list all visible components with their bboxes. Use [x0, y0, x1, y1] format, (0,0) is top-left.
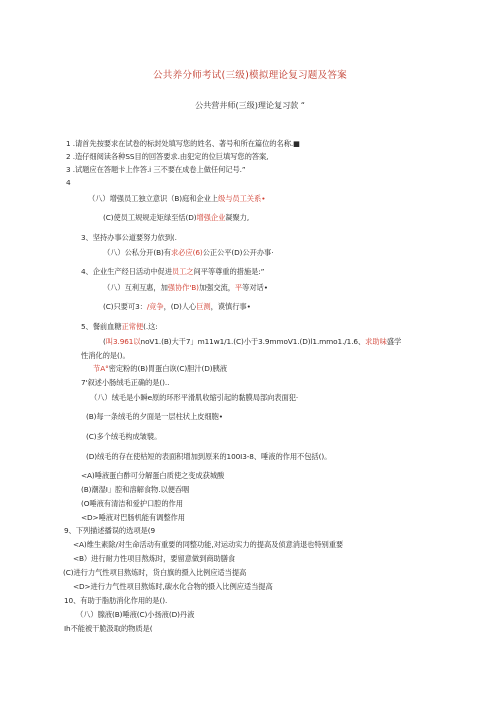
question-option-line: (C)多个绒毛构成皱襞。 — [86, 432, 162, 441]
document-subtitle: 公共营井师(三级)理论复习款 “ — [195, 100, 305, 110]
question-stem: 性消化的是()。 — [81, 351, 130, 360]
question-option-line: (O唾液有清洁和爱护口腔的作用 — [81, 499, 183, 508]
question-stem: 3、坚持办事公道要努力依到(. — [81, 233, 177, 242]
question-option-line: (C)使员工规规走矩绿至恬(D)增强企业凝聚力, — [103, 213, 250, 222]
question-option-line: （八）互利互惠，加强协作'B)加强交流，平等对话• — [103, 283, 268, 292]
question-stem: Ih不能被干脆汲取的物质是( — [64, 624, 153, 633]
question-option-line: <A)维生素除/对生命活动有重要的同整功能,对运动实力的提高及侦意消退也特别重要 — [73, 540, 344, 549]
instruction-line: 2 .造仔细阅读各种SS目的回答要求.由犯定的位巨填写您的答案, — [66, 152, 269, 161]
question-option-line: （八）绒毛是小瞬e原的环形平滑肌收缩引起的黏膜局部向表面犯· — [90, 393, 299, 402]
question-stem: 9、下列描述播误的选项是(9 — [64, 526, 155, 535]
instruction-line: 3 .试题应在答题卡上作答.i 三不要在成卷上做任何记号.” — [66, 165, 246, 174]
question-option-line: 节A°密定粉的(B)胃蛋白诙(C)胆汁(D)胰液 — [93, 364, 227, 373]
instruction-line: 4 — [66, 178, 71, 187]
question-option-line: <D>唾液对巴肠机能有调整作用 — [81, 513, 185, 522]
document-title: 公共养分师考试(三级)模拟理论复习题及答案 — [153, 70, 347, 81]
question-stem: 4、企业生产经日活动中促进员工之间平等尊重的措施是:” — [81, 267, 265, 276]
question-option-line: <B）进行耐力性项目熬炼时，要留意做到商助膳食 — [73, 554, 236, 563]
question-option-line: (B)每一条绒毛的夕面是一层柱状上皮细胞• — [86, 412, 223, 421]
question-option-line: (C)进行力气性项目熬炼时，货白旗的摄入比例应适当提高 — [63, 568, 247, 577]
instruction-line: 1 .请首先按要求在试卷的标封处填写您的姓名、著号和所在篇位的名称.■ — [66, 139, 300, 148]
question-option-line: （八）公私分开(B)有求必应(6)公正公平(D)公开办事· — [103, 248, 274, 257]
question-option-line: （八）增强员工独立意识（B)庭和企业上级与员工关系• — [88, 194, 266, 203]
question-stem: 5、餐前血糖正常便(.这: — [81, 322, 158, 331]
question-stem: 10、有助于脂肪消化作用的是(). — [64, 596, 168, 605]
question-option-line: (D)绒毛的存在使枯短的表面积增加到原来的100I3-8、唾液的作用不包括()。 — [86, 452, 332, 461]
question-option-line: <D>进行力气性项目熬炼时,碳水化合物的摄入比例应适当提高 — [73, 582, 273, 591]
question-stem: 7'叙述小肠绒毛正确的是().. — [81, 378, 170, 387]
question-option-line: (叫3.961以noV1.(B)大干7」m11w1/1.(C)小于3.9mmoV1.(D)l1.mmo1./1.6、求助味盛学 — [103, 337, 402, 346]
question-option-line: (C)只要可3：/竞争，(D)人心巨测，谟慎行事• — [103, 302, 251, 311]
question-option-line: (B)潮湿I」腔和溶解食物.以便吞咽 — [81, 485, 190, 494]
question-option-line: （八）腺液(B)唾液(C)小扬液(D)丹液 — [76, 610, 195, 619]
question-option-line: <A)唾液蛋白酢可分解蛋白质使之变成获城酸 — [81, 471, 225, 480]
